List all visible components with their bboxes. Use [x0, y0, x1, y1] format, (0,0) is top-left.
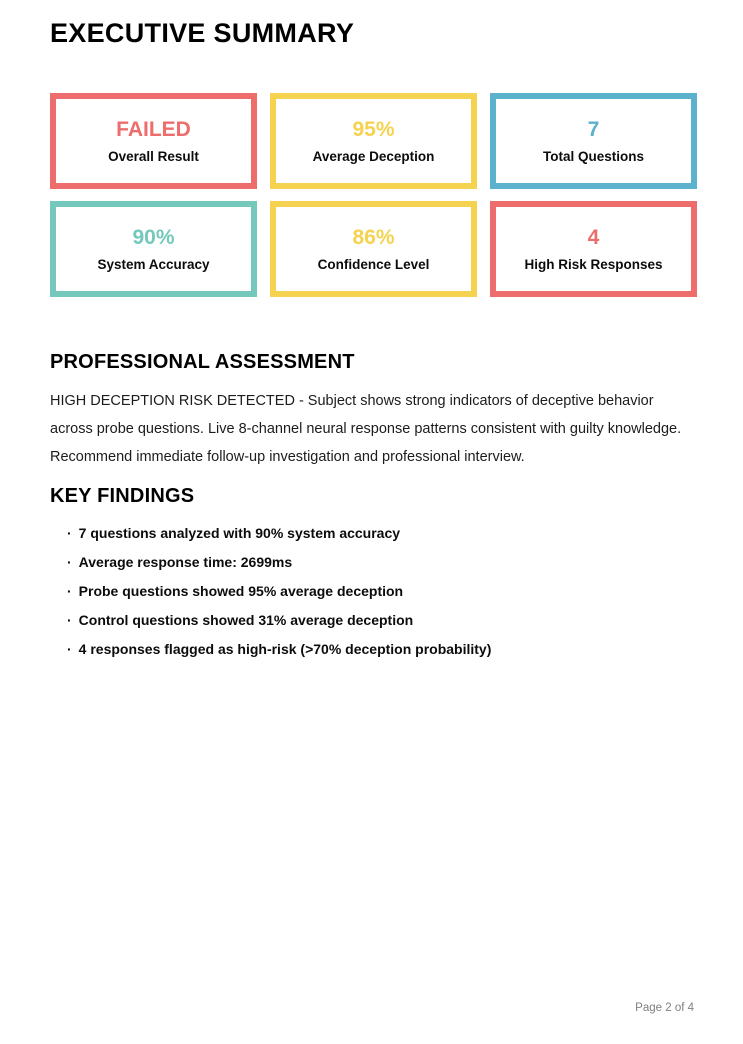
assessment-paragraph: HIGH DECEPTION RISK DETECTED - Subject shows strong indicators of deceptive behavior across probe questions. Live 8-channel neural response patterns consistent with guilty knowledge. Recommend immediate follow-up investigation and professional interview.	[50, 393, 682, 465]
bullet-dot-icon: ·	[67, 554, 72, 570]
stat-card	[50, 93, 257, 189]
stat-label: System Accuracy	[97, 256, 210, 272]
finding-item	[67, 635, 697, 664]
bullet-dot-icon: ·	[67, 612, 72, 628]
stat-value: 95%	[352, 117, 395, 141]
findings-list	[50, 519, 697, 664]
section-heading-findings: KEY FINDINGS	[50, 485, 195, 507]
stat-value: 4	[587, 225, 600, 249]
stat-value: 90%	[132, 225, 175, 249]
page-title: EXECUTIVE SUMMARY	[50, 18, 355, 48]
finding-item	[67, 519, 697, 548]
stat-label: High Risk Responses	[524, 256, 663, 272]
stat-card	[50, 201, 257, 297]
stat-card	[490, 201, 697, 297]
stat-label: Total Questions	[542, 148, 644, 164]
bullet-dot-icon: ·	[67, 583, 72, 599]
bullet-dot-icon: ·	[67, 525, 72, 541]
stat-card	[270, 93, 477, 189]
stat-label: Confidence Level	[317, 256, 430, 272]
section-heading-assessment: PROFESSIONAL ASSESSMENT	[50, 351, 355, 373]
finding-item	[67, 577, 697, 606]
stat-label: Average Deception	[312, 148, 435, 164]
finding-text: 4 responses flagged as high-risk (>70% deception probability)	[78, 641, 492, 657]
stat-value: FAILED	[116, 117, 191, 141]
finding-item	[67, 548, 697, 577]
stat-value: 7	[587, 117, 600, 141]
stat-value: 86%	[352, 225, 395, 249]
finding-text: Control questions showed 31% average deception	[78, 612, 414, 628]
page-footer: Page 2 of 4	[635, 1002, 694, 1014]
bullet-dot-icon: ·	[67, 641, 72, 657]
finding-text: 7 questions analyzed with 90% system accuracy	[78, 525, 401, 541]
finding-text: Probe questions showed 95% average deception	[78, 583, 404, 599]
stat-card	[270, 201, 477, 297]
stat-card	[490, 93, 697, 189]
stat-label: Overall Result	[108, 148, 199, 164]
finding-text: Average response time: 2699ms	[78, 554, 293, 570]
summary-cards-grid	[50, 93, 697, 297]
finding-item	[67, 606, 697, 635]
